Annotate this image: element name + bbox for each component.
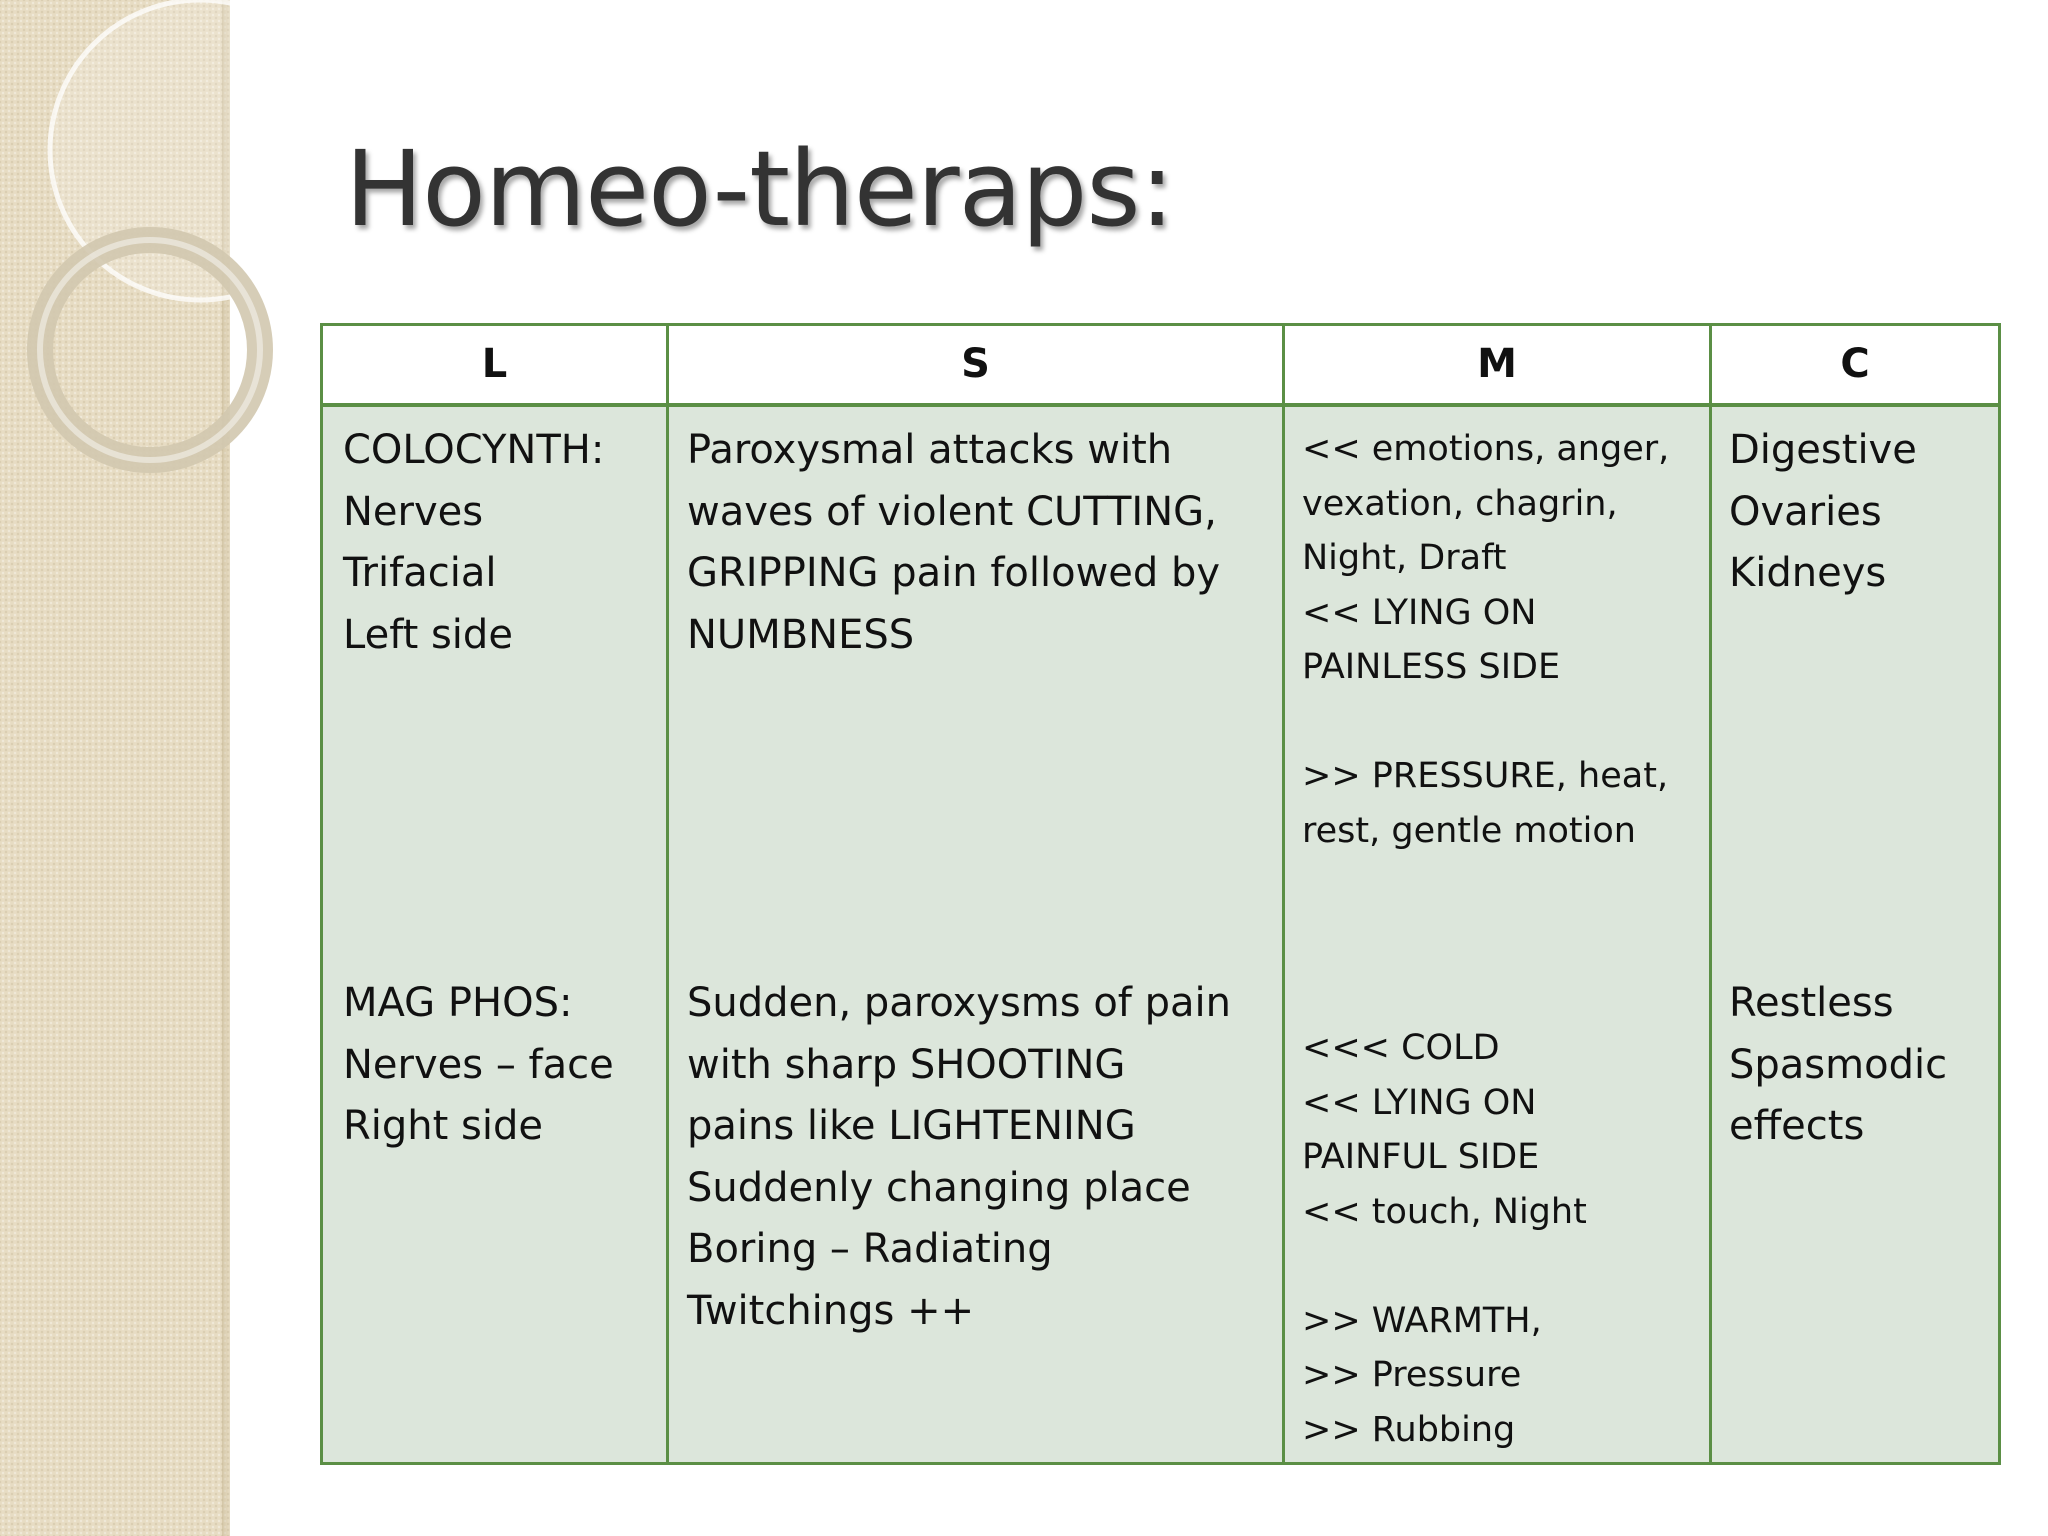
cell-l-mag-phos: MAG PHOS: Nerves – face Right side <box>343 980 614 1149</box>
header-l: L <box>481 341 508 387</box>
cell-c-mag-phos: Restless Spasmodic effects <box>1729 980 1948 1149</box>
column-divider <box>1709 326 1712 1462</box>
table-header-row <box>323 326 1998 407</box>
slide-title: Homeo-theraps: <box>345 128 1174 250</box>
header-m: M <box>1477 341 1517 387</box>
cell-s-colocynth: Paroxysmal attacks with waves of violent CUTTING, GRIPPING pain followed by NUMBNESS <box>687 427 1221 658</box>
cell-m-mag-phos: <<< COLD << LYING ON PAINFUL SIDE << touch, Night >> WARMTH, >> Pressure >> Rubbing <box>1302 1028 1587 1450</box>
cell-s-mag-phos: Sudden, paroxysms of pain with sharp SHOOTING pains like LIGHTENING Suddenly changing place Boring – Radiating Twitchings ++ <box>687 980 1231 1334</box>
cell-l-colocynth: COLOCYNTH: Nerves Trifacial Left side <box>343 427 605 658</box>
header-s: S <box>961 341 990 387</box>
header-c: C <box>1840 341 1870 387</box>
remedy-table <box>320 323 2001 1465</box>
column-divider <box>666 326 669 1462</box>
cell-m-colocynth: << emotions, anger, vexation, chagrin, Night, Draft << LYING ON PAINLESS SIDE >> PRESSURE, heat, rest, gentle motion <box>1302 429 1670 851</box>
cell-c-colocynth: Digestive Ovaries Kidneys <box>1729 427 1917 596</box>
decorative-rings-icon <box>0 0 360 520</box>
column-divider <box>1282 326 1285 1462</box>
